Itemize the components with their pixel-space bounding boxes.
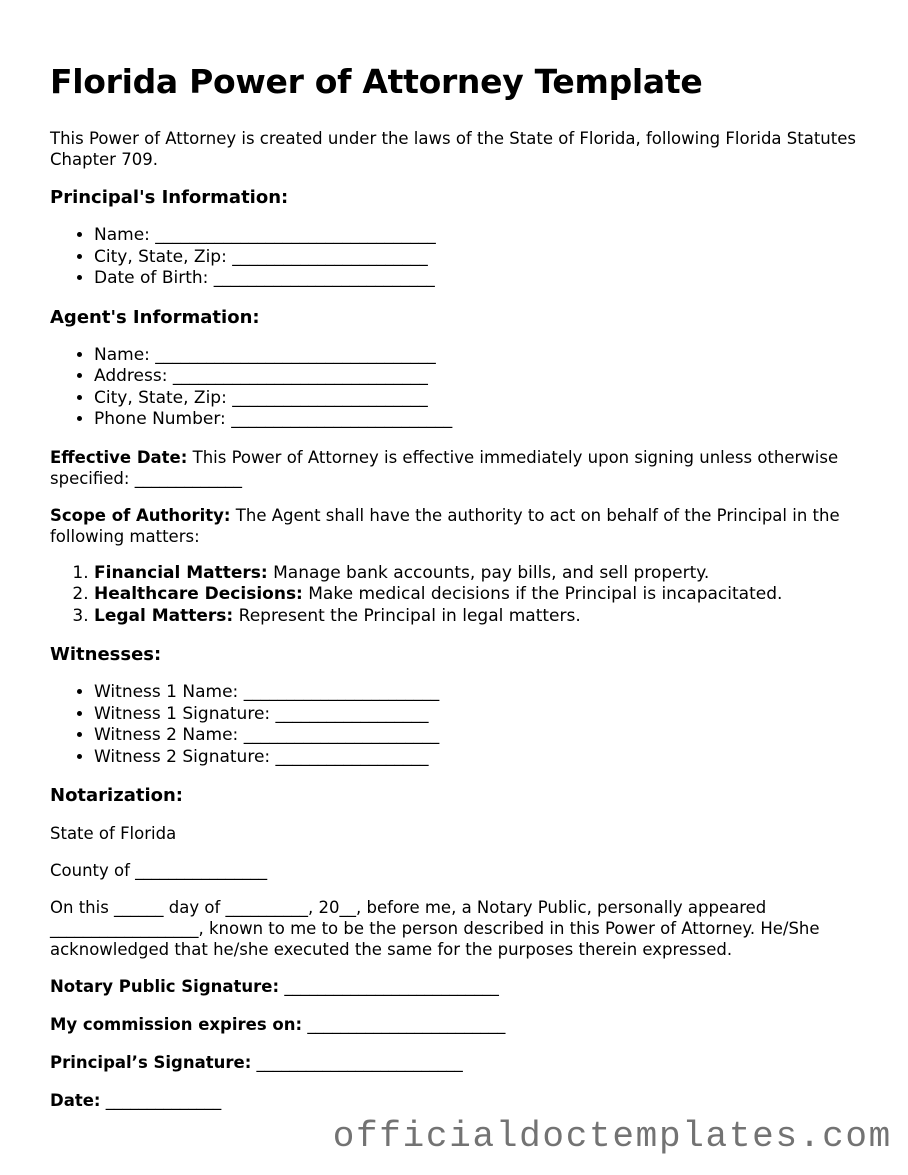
blank-line: _______________________ (232, 246, 428, 267)
blank-line: _______________________ (243, 725, 440, 745)
field-label: Witness 1 Signature: (94, 703, 271, 724)
notarization-state-line: State of Florida (50, 824, 177, 843)
commission-expires-line (50, 1014, 858, 1036)
list-item-legal-matters (94, 606, 858, 628)
principal-signature-line (50, 1052, 858, 1074)
matter-text: Represent the Principal in legal matters. (238, 605, 581, 626)
blank-line: _________________________________ (155, 344, 436, 365)
list-item-witness2-name (94, 725, 858, 747)
principal-fields-list (50, 225, 858, 290)
list-item-principal-date-of-birth (94, 268, 858, 290)
scope-paragraph (50, 505, 858, 547)
blank-line: _________________________ (256, 1053, 463, 1072)
section-heading-agent: Agent's Information: (50, 306, 260, 328)
blank-line: _________________________________ (155, 225, 436, 245)
date-line (50, 1090, 858, 1112)
list-item-agent-name (94, 345, 858, 367)
blank-line: ________________________ (307, 1015, 506, 1034)
date-label: Date: (50, 1091, 101, 1110)
notarization-county-line (50, 860, 858, 881)
list-item-witness1-name (94, 682, 858, 704)
blank-line: __________________ (275, 746, 429, 767)
blank-line: ________________ (135, 861, 268, 880)
blank-line: _______________________ (232, 387, 428, 408)
effective-date-paragraph (50, 447, 858, 489)
blank-line: ______________ (105, 1091, 222, 1110)
matter-text: Manage bank accounts, pay bills, and sell property. (273, 562, 710, 583)
list-item-witness1-signature (94, 704, 858, 726)
effective-date-text: This Power of Attorney is effective immediately upon signing unless otherwise specified: (50, 447, 839, 488)
effective-date-label: Effective Date: (50, 447, 188, 467)
scope-label: Scope of Authority: (50, 505, 231, 525)
notarization-acknowledgment: On this ______ day of __________, 20__, before me, a Notary Public, personally appeared __________________, known to me to be the person described in this Power of Attorney. He/She acknowledged that he/she executed the same for the purposes therein expressed. (50, 898, 820, 959)
list-item-agent-phone (94, 409, 858, 431)
notary-signature-label: Notary Public Signature: (50, 977, 280, 996)
field-label: Phone Number: (94, 409, 226, 429)
field-label: Witness 2 Name: (94, 725, 239, 745)
list-item-healthcare-decisions (94, 584, 858, 606)
county-label: County of (50, 861, 130, 880)
scope-text: The Agent shall have the authority to act on behalf of the Principal in the following matters: (50, 505, 840, 546)
field-label: Witness 1 Name: (94, 682, 239, 702)
list-item-financial-matters (94, 563, 858, 585)
list-item-principal-city-state-zip (94, 247, 858, 269)
blank-line: __________________________ (213, 268, 435, 288)
blank-line: _______________________ (243, 682, 440, 702)
document-title: Florida Power of Attorney Template (50, 62, 703, 101)
witnesses-fields-list (50, 682, 858, 768)
watermark: officialdoctemplates.com (332, 1116, 892, 1157)
matter-label: Financial Matters: (94, 562, 268, 583)
list-item-agent-city-state-zip (94, 388, 858, 410)
principal-signature-label: Principal’s Signature: (50, 1053, 252, 1072)
blank-line: ______________________________ (172, 366, 428, 386)
field-label: Address: (94, 366, 168, 386)
blank-line: _____________ (134, 468, 242, 488)
list-item-witness2-signature (94, 747, 858, 769)
blank-line: __________________________ (284, 977, 499, 996)
section-heading-principal: Principal's Information: (50, 187, 289, 208)
scope-matters-list (50, 563, 858, 628)
intro-paragraph: This Power of Attorney is created under the laws of the State of Florida, following Florida Statutes Chapter 709. (50, 129, 856, 169)
commission-expires-label: My commission expires on: (50, 1015, 303, 1034)
agent-fields-list (50, 345, 858, 431)
matter-label: Legal Matters: (94, 605, 234, 626)
field-label: City, State, Zip: (94, 246, 227, 267)
list-item-agent-address (94, 366, 858, 388)
field-label: Name: (94, 225, 150, 245)
matter-text: Make medical decisions if the Principal is incapacitated. (308, 584, 783, 604)
section-heading-notarization: Notarization: (50, 785, 184, 806)
matter-label: Healthcare Decisions: (94, 584, 303, 604)
section-heading-witnesses: Witnesses: (50, 644, 162, 665)
field-label: City, State, Zip: (94, 387, 227, 408)
list-item-principal-name (94, 225, 858, 247)
field-label: Date of Birth: (94, 268, 209, 288)
blank-line: __________________ (275, 703, 429, 724)
blank-line: __________________________ (231, 409, 453, 429)
field-label: Witness 2 Signature: (94, 746, 271, 767)
field-label: Name: (94, 344, 150, 365)
notary-signature-line (50, 976, 858, 998)
